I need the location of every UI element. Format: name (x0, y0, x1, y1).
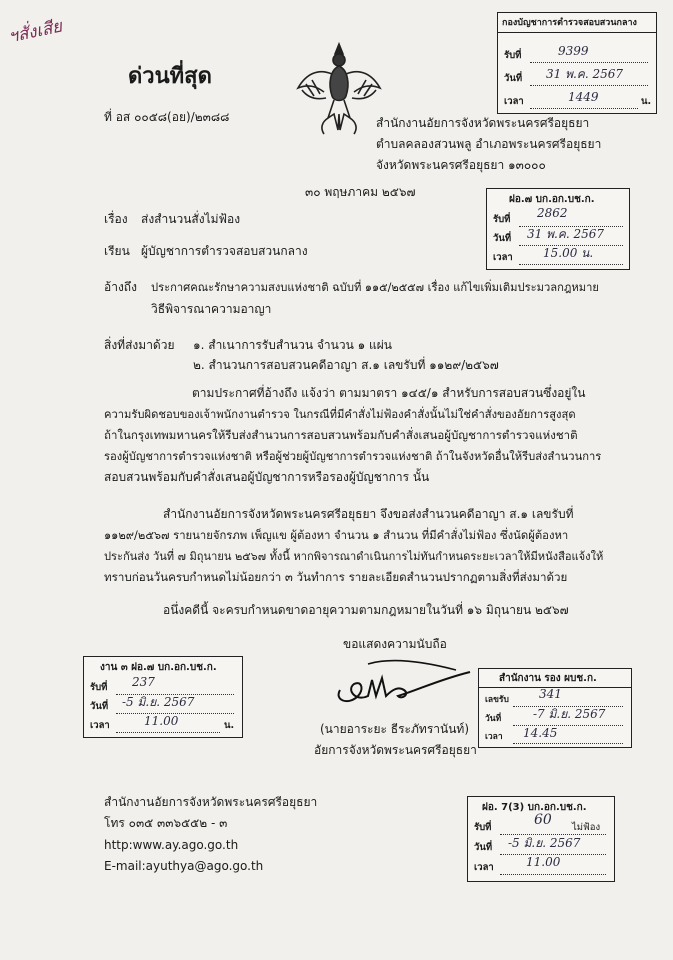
stamp-title: งาน ๓ ฝอ.๗ บก.อก.บช.ก. (100, 662, 217, 673)
body-paragraph-2-line: ๑๑๒๙/๒๕๖๗ รายนายจักรภพ เพ็ญแข ผู้ต้องหา จำนวน ๑ สำนวน ที่มีคำสั่งไม่ฟ้อง ซึ่งนัดผู้ต้องหา (104, 529, 569, 542)
stamp-label: รับที่ (474, 822, 492, 833)
stamp-label: รับที่ (493, 214, 511, 225)
footer-phone: โทร ๐๓๕ ๓๓๖๕๕๒ - ๓ (104, 816, 228, 830)
receipt-stamp-right (478, 668, 632, 748)
stamp-suffix: น. (641, 96, 652, 107)
stamp-value: 9399 (558, 44, 589, 58)
reference-line2: วิธีพิจารณาความอาญา (151, 302, 272, 316)
stamp-label: วันที่ (504, 73, 523, 84)
office-address-line1: สำนักงานอัยการจังหวัดพระนครศรีอยุธยา (376, 116, 590, 130)
receipt-stamp-middle-right (486, 188, 630, 270)
subject-text: ส่งสำนวนสั่งไม่ฟ้อง (141, 212, 241, 226)
stamp-title: กองบัญชาการตำรวจสอบสวนกลาง (502, 18, 637, 28)
office-address-line2: ตำบลคลองสวนพลู อำเภอพระนครศรีอยุธยา (376, 137, 602, 151)
body-paragraph-2-line: สำนักงานอัยการจังหวัดพระนครศรีอยุธยา จึงขอส่งสำนวนคดีอาญา ส.๑ เลขรับที่ (163, 507, 574, 521)
body-paragraph-1-line: รองผู้บัญชาการตำรวจแห่งชาติ หรือผู้ช่วยผู้บัญชาการตำรวจแห่งชาติ ถ้าในจังหวัดอื่นให้รีบส่งสำนวนการ (104, 450, 602, 463)
stamp-label: เวลา (90, 720, 110, 731)
office-address-line3: จังหวัดพระนครศรีอยุธยา ๑๓๐๐๐ (376, 158, 546, 172)
stamp-value: -5 มิ.ย. 2567 (508, 836, 581, 850)
body-paragraph-1-line: สอบสวนพร้อมกับคำสั่งเสนอผู้บัญชาการหรือรองผู้บัญชาการ นั้น (104, 470, 430, 484)
stamp-label: เวลา (493, 252, 513, 263)
stamp-title: ฝอ.๗ บก.อก.บช.ก. (509, 194, 595, 205)
stamp-label: รับที่ (504, 50, 522, 61)
stamp-value: 60 (534, 812, 552, 828)
signer-name: (นายอาระยะ ธีระภัทรานันท์) (320, 722, 469, 736)
stamp-value: 2862 (537, 206, 568, 220)
body-paragraph-2-line: ทราบก่อนวันครบกำหนดไม่น้อยกว่า ๓ วันทำการ รายละเอียดสำนวนปรากฏตามสิ่งที่ส่งมาด้วย (104, 570, 568, 584)
body-paragraph-1-line: ความรับผิดชอบของเจ้าพนักงานตำรวจ ในกรณีที่มีคำสั่งไม่ฟ้องคำสั่งนั้นไม่ใช่คำสั่งของอัยการสูงสุด (104, 408, 576, 421)
stamp-value: 14.45 (523, 726, 558, 740)
stamp-label: เวลา (485, 732, 503, 742)
stamp-label: วันที่ (485, 714, 502, 724)
subject-label: เรื่อง (104, 212, 128, 226)
receipt-stamp-bottom-right (467, 796, 615, 882)
stamp-value: -7 มิ.ย. 2567 (533, 707, 606, 721)
stamp-note: ไม่ฟ้อง (572, 822, 601, 833)
reference-label: อ้างถึง (104, 280, 137, 294)
attachment-item-2: ๒. สำนวนการสอบสวนคดีอาญา ส.๑ เลขรับที่ ๑๑๒๙/๒๕๖๗ (193, 358, 499, 372)
stamp-value: 31 พ.ค. 2567 (546, 67, 624, 81)
body-paragraph-2-line: ประกันส่ง วันที่ ๗ มิถุนายน ๒๕๖๗ ทั้งนี้ หากพิจารณาดำเนินการไม่ทันกำหนดระยะเวลาให้มีหนังสือแจ้งให้ (104, 550, 604, 563)
attachment-item-1: ๑. สำเนาการรับสำนวน จำนวน ๑ แผ่น (193, 338, 393, 352)
stamp-value: 341 (539, 687, 562, 701)
stamp-value: 15.00 น. (543, 246, 594, 260)
closing-text: ขอแสดงความนับถือ (343, 637, 447, 651)
garuda-emblem-icon (294, 38, 384, 138)
stamp-value: 11.00 (144, 714, 179, 728)
stamp-label: รับที่ (90, 682, 108, 693)
stamp-value: 1449 (568, 90, 599, 104)
stamp-label: วันที่ (493, 233, 512, 244)
stamp-label: วันที่ (90, 701, 109, 712)
urgency-heading: ด่วนที่สุด (128, 64, 212, 89)
document-date: ๓๐ พฤษภาคม ๒๕๖๗ (305, 185, 416, 199)
stamp-value: -5 มิ.ย. 2567 (122, 695, 195, 709)
stamp-label: เลขรับ (485, 695, 509, 705)
stamp-title: สำนักงาน รอง ผบช.ก. (499, 673, 597, 684)
stamp-value: 31 พ.ค. 2567 (527, 227, 605, 241)
signer-title: อัยการจังหวัดพระนครศรีอยุธยา (314, 743, 477, 757)
attachments-label: สิ่งที่ส่งมาด้วย (104, 338, 175, 352)
addressee-text: ผู้บัญชาการตำรวจสอบสวนกลาง (141, 244, 308, 258)
stamp-label: เวลา (474, 862, 494, 873)
body-paragraph-1-line: ถ้าในกรุงเทพมหานครให้รีบส่งสำนวนการสอบสวนพร้อมกับคำสั่งเสนอผู้บัญชาการตำรวจแห่งชาติ (104, 428, 578, 442)
reference-line1: ประกาศคณะรักษาความสงบแห่งชาติ ฉบับที่ ๑๑๕/๒๕๕๗ เรื่อง แก้ไขเพิ่มเติมประมวลกฎหมาย (151, 281, 599, 294)
stamp-suffix: น. (224, 720, 235, 731)
stamp-title: ฝอ. 7(3) บก.อก.บช.ก. (482, 802, 587, 813)
handwritten-corner-note: ฯสั่งเสีย (6, 16, 64, 48)
receipt-stamp-left (83, 656, 243, 738)
stamp-value: 11.00 (526, 855, 561, 869)
body-paragraph-1-line: ตามประกาศที่อ้างถึง แจ้งว่า ตามมาตรา ๑๔๕/๑ สำหรับการสอบสวนซึ่งอยู่ใน (192, 386, 586, 400)
document-number: ที่ อส ๐๐๕๘(อย)/๒๓๘๘ (104, 110, 230, 124)
stamp-label: วันที่ (474, 842, 493, 853)
footer-office: สำนักงานอัยการจังหวัดพระนครศรีอยุธยา (104, 795, 318, 809)
stamp-label: เวลา (504, 96, 524, 107)
addressee-label: เรียน (104, 244, 130, 258)
stamp-value: 237 (132, 675, 155, 689)
signature-icon (328, 650, 478, 710)
body-paragraph-3: อนึ่งคดีนี้ จะครบกำหนดขาดอายุความตามกฎหมายในวันที่ ๑๖ มิถุนายน ๒๕๖๗ (163, 603, 569, 617)
footer-email: E-mail:ayuthya@ago.go.th (104, 859, 264, 873)
footer-website: http:www.ay.ago.go.th (104, 838, 239, 852)
receipt-stamp-top-right (497, 12, 657, 114)
